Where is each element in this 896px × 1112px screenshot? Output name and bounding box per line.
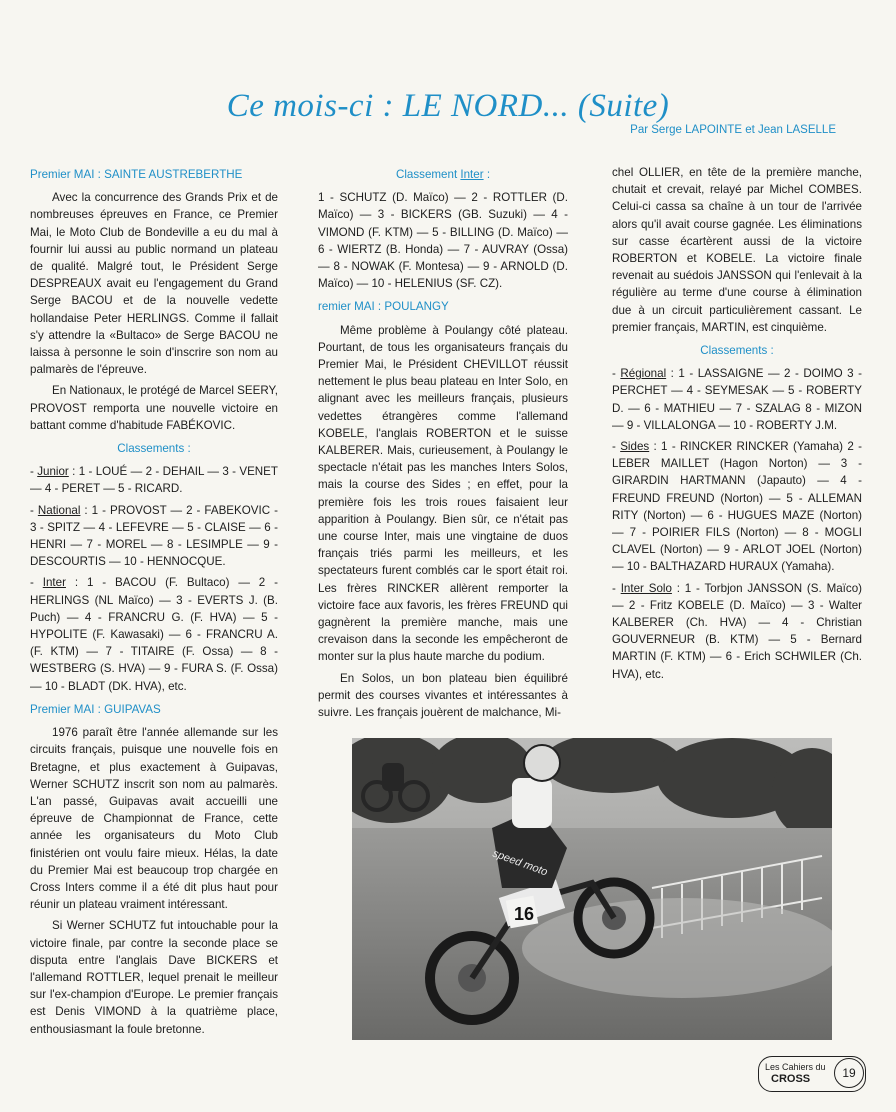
heading-text: Inter: [460, 168, 484, 181]
photo-illustration: [352, 738, 832, 1040]
results-inter: - Inter : 1 - BACOU (F. Bultaco) — 2 - HERLINGS (NL Maïco) — 3 - EVERTS J. (B. Puch) — 4 - FRANCRU G. (F. HVA) — 5 - HYPOLITE (F. Kawasaki) — 6 - FRANCRU A. (F. KTM) — 7 - TITAIRE (F. Ossa) — 8 - WESTBERG (S. HVA) — 9 - FURA S. (F. Ossa) — 10 - BLADT (DK. HVA), etc.: [30, 576, 278, 693]
page-number: 19: [834, 1058, 864, 1088]
results-text: : 1 - PROVOST — 2 - FABEKOVIC - 3 - SPITZ — 4 - LEFEVRE — 5 - CLAISE — 6 - HENRI — 7 - MOREL — 8 - LESIMPLE — 9 - DESCOURTIS — 10 - HENNOCQUE.: [30, 503, 278, 569]
classement-inter-heading: [318, 166, 568, 183]
category-label: National: [37, 503, 81, 517]
heading-text: Classement: [395, 168, 461, 181]
results-national: - National : 1 - PROVOST — 2 - FABEKOVIC - 3 - SPITZ — 4 - LEFEVRE — 5 - CLAISE — 6 - HENRI — 7 - MOREL — 8 - LESIMPLE — 9 - DESCOURTIS — 10 - HENNOCQUE.: [30, 503, 278, 569]
page-title: Ce mois-ci : LE NORD... (Suite): [226, 88, 670, 124]
motocross-photo: [352, 738, 832, 1040]
section-heading-poulangy: remier MAI : POULANGY: [318, 300, 449, 314]
results-text: : 1 - BACOU (F. Bultaco) — 2 - HERLINGS (NL Maïco) — 3 - EVERTS J. (B. Puch) — 4 - FRANCRU G. (F. HVA) — 5 - HYPOLITE (F. Kawasaki) — 6 - FRANCRU A. (F. KTM) — 7 - TITAIRE (F. Ossa) — 8 - WESTBERG (S. HVA) — 9 - FURA S. (F. Ossa) — 10 - BLADT (DK. HVA), etc.: [30, 576, 278, 693]
category-label: Junior: [37, 465, 69, 479]
category-label: Inter Solo: [620, 581, 672, 595]
column-2: [318, 160, 568, 725]
paragraph: Si Werner SCHUTZ fut intouchable pour la victoire finale, par contre la seconde place se disputa entre l'anglais Dave BICKERS et l'allemand ROTTLER, lequel prenait le meilleur sur l'ex-champion d'Europe. Le premier français est Denis VIMOND à la quatrième place, enthousiasmant la foule bretonne.: [30, 919, 278, 1036]
results-inter-solo: - Inter Solo : 1 - Torbjon JANSSON (S. Maïco) — 2 - Fritz KOBELE (D. Maïco) — 3 - Walter KALBERER (Ch. HVA) — 4 - Christian GOUVERNEUR (B. KTM) — 5 - Bernard MARTIN (F. KTM) — 6 - Erich SCHWILER (Ch. HVA), etc.: [612, 581, 863, 681]
results-regional: - Régional : 1 - LASSAIGNE — 2 - DOIMO 3 - PERCHET — 4 - SEYMESAK — 5 - ROBERTY D. — 6 - MATHIEU — 7 - SZALAG 8 - MIZON — 9 - VILLALONGA — 10 - ROBERTY J.M.: [612, 367, 862, 432]
paragraph: En Nationaux, le protégé de Marcel SEERY, PROVOST remporta une nouvelle victoire en battant comme d'habitude FABÉKOVIC.: [30, 384, 278, 432]
paragraph: 1976 paraît être l'année allemande sur les circuits français, puisque une nouvelle fois en Bretagne, et plus exactement à Guipavas, Werner SCHUTZ inscrit son nom au palmarès. L'an passé, Guipavas avait accueilli une épreuve de Championnat de France, cette année les organisateurs du Moto Club finistérien ont voulu faire mieux. Hélas, la date du Premier Mai est beaucoup trop chargée en Cross Inters comme il a été dit plus haut pour réunir un plateau vraiment intéressant.: [30, 726, 278, 912]
results-guipavas: 1 - SCHUTZ (D. Maïco) — 2 - ROTTLER (D. Maïco) — 3 - BICKERS (GB. Suzuki) — 4 - VIMOND (F. KTM) — 5 - BILLING (D. Maïco) — 6 - WIERTZ (B. Honda) — 7 - AUVRAY (Ossa) — 8 - NOWAK (F. Montesa) — 9 - ARNOLD (D. Maïco) — 10 - HELENIUS (SF. CZ).: [318, 191, 568, 291]
paragraph: chel OLLIER, en tête de la première manche, chutait et crevait, relayé par Michel COMBES. Celui-ci cassa sa chaîne à un tour de l'arrivée alors qu'il avait course gagnée. Les éliminations sur casse écartèrent aussi de la victoire ROBERTON et KOBELE. La victoire finale revenait au suédois JANSSON qui l'enlevait à la régulière au terme d'une course à élimination due à un circuit particulièrement cassant. Le premier français, MARTIN, est cinquième.: [612, 166, 862, 334]
results-text: : 1 - LOUÉ — 2 - DEHAIL — 3 - VENET — 4 - PERET — 5 - RICARD.: [30, 465, 278, 496]
results-text: : 1 - Torbjon JANSSON (S. Maïco) — 2 - Fritz KOBELE (D. Maïco) — 3 - Walter KALBERER (Ch. HVA) — 4 - Christian GOUVERNEUR (B. KTM) — 5 - Bernard MARTIN (F. KTM) — 6 - Erich SCHWILER (Ch. HVA), etc.: [612, 581, 863, 681]
jersey-text: speed moto: [490, 847, 550, 879]
results-text: : 1 - LASSAIGNE — 2 - DOIMO 3 - PERCHET — 4 - SEYMESAK — 5 - ROBERTY D. — 6 - MATHIEU — 7 - SZALAG 8 - MIZON — 9 - VILLALONGA — 10 - ROBERTY J.M.: [612, 367, 862, 432]
section-heading-sainte-austreberthe: Premier MAI : SAINTE AUSTREBERTHE: [30, 168, 243, 181]
section-heading-guipavas: Premier MAI : GUIPAVAS: [30, 702, 161, 716]
bib-number: 16: [514, 904, 535, 924]
paragraph: Avec la concurrence des Grands Prix et de nombreuses épreuves en France, ce Premier Mai, le Moto Club de Bondeville a eu du mal à fournir lui aussi au public normand un plateau de qualité. Malgré tout, le Président Serge DESPREAUX avait eu l'engagement du Grand Serge BACOU et de la nouvelle vedette hollandaise Peter HERLINGS. Comme il fallait s'y attendre la «Bultaco» de Serge BACOU ne laissa à personne le soin d'inscrire son nom au palmarès de l'épreuve.: [30, 191, 278, 377]
results-text: : 1 - RINCKER RINCKER (Yamaha) 2 - LEBER MAILLET (Hagon Norton) — 3 - GIRARDIN HARTMANN (Japauto) — 4 - FREUND FREUND (Norton) — 5 - ALLEMAN RITY (Norton) — 6 - HUGUES MAZE (Norton) — 7 - POIRIER FILS (Norton) — 8 - MOGLI CLAVEL (Norton) — 9 - ARLOT JOEL (Norton) — 10 - BALTHAZARD HURAUX (Yamaha).: [612, 440, 862, 574]
category-label: Inter: [42, 576, 66, 590]
byline: Par Serge LAPOINTE et Jean LASELLE: [630, 124, 836, 136]
magazine-logo-line1: Les Cahiers du: [765, 1062, 826, 1072]
heading-text: :: [483, 168, 491, 181]
category-label: Sides: [620, 440, 650, 454]
column-1: [30, 160, 278, 1042]
classements-heading: Classements :: [700, 344, 774, 358]
paragraph: En Solos, un bon plateau bien équilibré permit des courses vivantes et intéressantes à suivre. Les français jouèrent de malchance, Mi-: [318, 671, 568, 720]
magazine-logo-line2: CROSS: [771, 1073, 811, 1085]
category-label: Régional: [620, 367, 667, 381]
paragraph: Même problème à Poulangy côté plateau. Pourtant, de tous les organisateurs français du Premier Mai, le Président CHEVILLOT réussit nettement le plus beau plateau en Inter Solo, en alignant avec les meilleurs français, plusieurs vedettes étrangères comme l'allemand KOBELE, l'anglais ROBERTON et le suisse KALBERER. Mais, curieusement, à Poulangy le spectacle n'était pas les manches Inters Solos, mais la course des Sides ; en effet, pour la première fois les trois roues faisaient leur apparition à Poulangy. Bien sûr, ce n'était pas une course Inter, mais une vingtaine de duos français triés parmi les meilleurs, et les spectateurs furent comblés car le sport était roi. Les frères RINCKER allèrent remporter la victoire face aux favoris, les frères FREUND qui gagnèrent la première manche, mais une crevaison dans la seconde les empêcheront de monter sur la plus haute marche du podium.: [318, 323, 568, 664]
results-sides: - Sides : 1 - RINCKER RINCKER (Yamaha) 2 - LEBER MAILLET (Hagon Norton) — 3 - GIRARDIN HARTMANN (Japauto) — 4 - FREUND FREUND (Norton) — 5 - ALLEMAN RITY (Norton) — 6 - HUGUES MAZE (Norton) — 7 - POIRIER FILS (Norton) — 8 - MOGLI CLAVEL (Norton) — 9 - ARLOT JOEL (Norton) — 10 - BALTHAZARD HURAUX (Yamaha).: [612, 440, 862, 574]
results-junior: - Junior : 1 - LOUÉ — 2 - DEHAIL — 3 - VENET — 4 - PERET — 5 - RICARD.: [30, 465, 278, 496]
classements-heading: Classements :: [117, 442, 191, 456]
column-3: [612, 164, 862, 687]
